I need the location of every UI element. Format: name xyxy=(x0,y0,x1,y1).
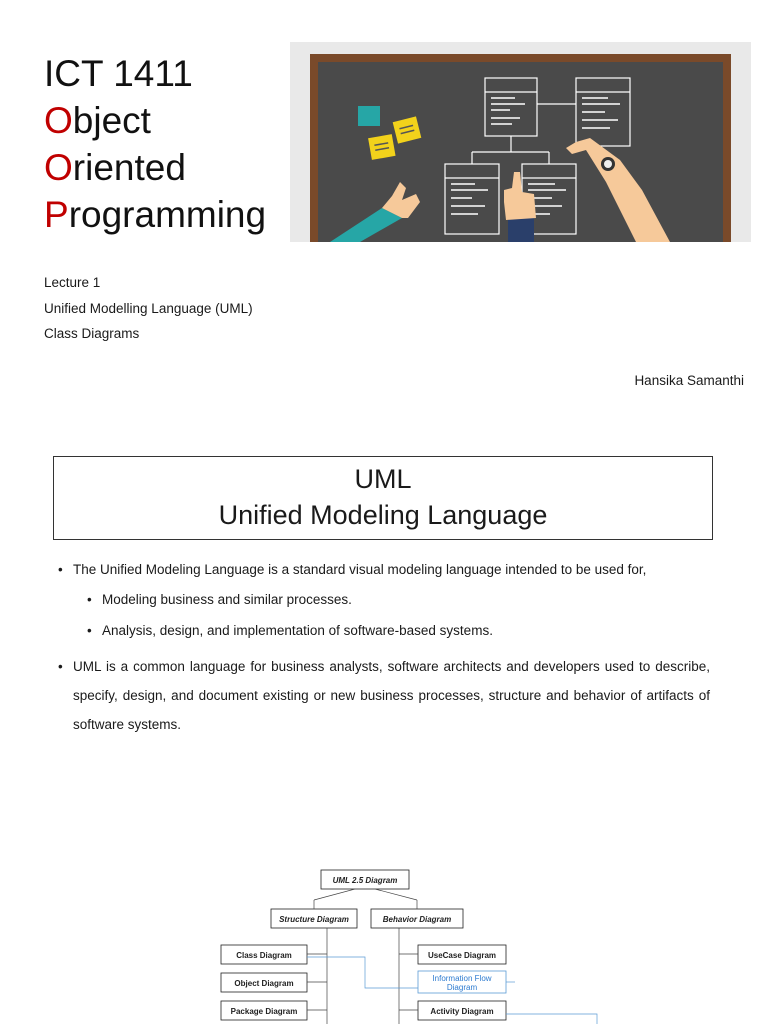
uml-heading-box xyxy=(53,456,713,540)
title-word-object: Object xyxy=(44,100,151,141)
usecase-diagram-label: UseCase Diagram xyxy=(427,951,497,960)
package-diagram-label: Package Diagram xyxy=(230,1007,298,1016)
blackboard-illustration xyxy=(290,42,751,242)
course-code: ICT 1411 xyxy=(44,53,193,94)
bullet-list xyxy=(58,555,710,739)
structure-diagram-label: Structure Diagram xyxy=(279,915,349,924)
class-diagram-label: Class Diagram xyxy=(236,951,292,960)
title-word-programming: Programming xyxy=(44,194,267,235)
slide-title xyxy=(44,50,266,238)
lecture-topic: Unified Modelling Language (UML) xyxy=(44,300,253,316)
uml-root-label: UML 2.5 Diagram xyxy=(332,876,398,885)
activity-diagram-label: Activity Diagram xyxy=(430,1007,494,1016)
behavior-diagram-label: Behavior Diagram xyxy=(382,915,452,924)
info-flow-label-line2: Diagram xyxy=(446,983,478,992)
lecture-info xyxy=(44,270,253,347)
uml-subheading: Unified Modeling Language xyxy=(218,500,548,530)
object-diagram-label: Object Diagram xyxy=(234,979,294,988)
title-word-oriented: Oriented xyxy=(44,147,186,188)
lecture-number: Lecture 1 xyxy=(44,275,101,290)
uml-heading: UML xyxy=(354,464,412,494)
sub-bullet-software: • Analysis, design, and implementation of software-based systems. xyxy=(87,615,710,646)
author-name: Hansika Samanthi xyxy=(634,373,744,388)
lecture-subtopic: Class Diagrams xyxy=(44,326,140,341)
bullet-common-language: • UML is a common language for business analysts, software architects and developers used to describe, specify, design, and document existing or new business processes, structure and behavior of artifacts of software systems. xyxy=(58,652,710,739)
uml-diagram-hierarchy xyxy=(215,862,610,1024)
sub-bullet-business: • Modeling business and similar processes. xyxy=(87,584,710,615)
info-flow-label-line1: Information Flow xyxy=(432,974,492,983)
bullet-uml-definition: • The Unified Modeling Language is a standard visual modeling language intended to be used for, xyxy=(58,555,710,584)
